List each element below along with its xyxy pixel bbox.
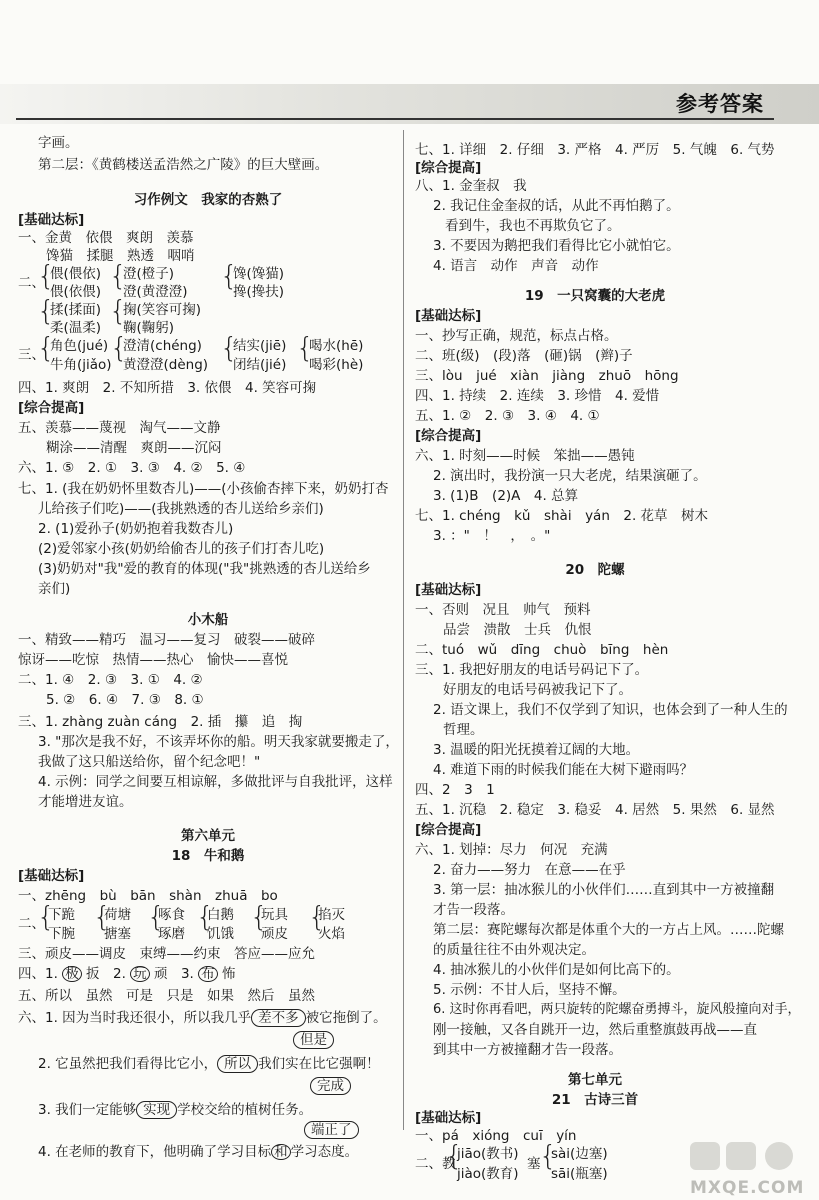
- circled-char: 和: [271, 1144, 291, 1160]
- text-line: 好朋友的电话号码被我记下了。: [443, 682, 632, 698]
- text-fragment: 四、1.: [18, 966, 58, 982]
- text-line: 下腕: [48, 926, 75, 942]
- text-line: 3. 第一层：抽冰猴儿的小伙伴们……直到其中一方被撞翻: [433, 882, 775, 898]
- column-divider: [403, 130, 404, 1130]
- brace: {: [539, 1139, 557, 1172]
- text-line: 鞠(鞠躬): [123, 320, 175, 336]
- text-fragment: 2. 它虽然把我们看得比它小，: [38, 1056, 218, 1072]
- text-line: 哲理。: [443, 722, 484, 738]
- section-title: 19 一只窝囊的大老虎: [524, 288, 666, 304]
- text-line: 五、1. 沉稳 2. 稳定 3. 稳妥 4. 居然 5. 果然 6. 显然: [415, 802, 775, 818]
- text-line: 二、: [18, 916, 45, 932]
- brace: {: [37, 900, 55, 933]
- text-line: 惊讶——吃惊 热情——热心 愉快——喜悦: [18, 652, 288, 668]
- page-header-title: 参考答案: [676, 92, 764, 116]
- correction-bubble: [310, 1076, 351, 1096]
- correction-text: 端正了: [304, 1121, 359, 1139]
- text-line: 搪塞: [104, 926, 131, 942]
- text-fragment: 4. 在老师的教育下，他明确了学习目标: [38, 1144, 272, 1160]
- text-line: 4. 示例：同学之间要互相谅解，多做批评与自我批评，这样: [38, 774, 393, 790]
- section-title: 18 牛和鹅: [171, 848, 245, 864]
- brace: {: [37, 259, 55, 292]
- text-fragment: 扳 2.: [85, 966, 126, 982]
- text-fragment: 怖: [221, 966, 236, 982]
- text-fragment: 我们实在比它强啊！: [258, 1056, 380, 1072]
- text-line: 六、1. ⑤ 2. ① 3. ③ 4. ② 5. ④: [18, 460, 246, 476]
- brace: {: [109, 259, 127, 292]
- unit-title: 第七单元: [568, 1072, 622, 1088]
- text-line: jiāo(教书): [457, 1146, 519, 1162]
- circled-word: 所以: [217, 1055, 258, 1073]
- correction-text: 但是: [293, 1031, 334, 1049]
- text-line: 七、1. (我在奶奶怀里数杏儿)——(小孩偷杏摔下来，奶奶打杏: [18, 481, 389, 497]
- text-line: 揉(揉面): [50, 302, 102, 318]
- text-line: 4. 抽冰猴儿的小伙伴们是如何比高下的。: [433, 962, 680, 978]
- brace: {: [445, 1139, 463, 1172]
- text-line: 六、1. 划掉：尽力 何况 充满: [415, 842, 608, 858]
- subsection-label: [基础达标]: [18, 212, 85, 228]
- text-line: 一、抄写正确，规范，标点占格。: [415, 328, 618, 344]
- text-line: 角色(jué): [50, 338, 109, 354]
- brace: {: [196, 900, 214, 933]
- circled-char: 布: [198, 966, 218, 982]
- text-line: 下跪: [48, 907, 75, 923]
- text-fragment: 学校交给的植树任务。: [177, 1102, 313, 1118]
- text-line: 一、pá xióng cuī yín: [415, 1128, 577, 1144]
- text-line: 一、精致——精巧 温习——复习 破裂——破碎: [18, 632, 315, 648]
- text-line: 2. (1)爱孙子(奶奶抱着我数杏儿): [38, 521, 234, 537]
- text-line: (3)奶奶对"我"爱的教育的体现("我"挑熟透的杏儿送给乡: [38, 561, 371, 577]
- text-line: 4. 难道下雨的时候我们能在大树下避雨吗？: [433, 762, 694, 778]
- text-line: 八、1. 金奎叔 我: [415, 178, 527, 194]
- text-line: 五、所以 虽然 可是 只是 如果 然后 虽然: [18, 988, 315, 1004]
- text-line: 3. "那次是我不好，不该弄坏你的船。明天我家就要搬走了，: [38, 734, 399, 750]
- header-rule: [16, 118, 774, 120]
- text-line: 一、zhēng bù bān shàn zhuā bo: [18, 888, 278, 904]
- text-line: 看到牛，我也不再欺负它了。: [445, 218, 621, 234]
- text-fragment: 顽 3.: [153, 966, 194, 982]
- text-line: [18, 1008, 387, 1028]
- text-line: 第二层：赛陀螺每次都是体重个大的一方占上风。……陀螺: [433, 922, 784, 938]
- text-line: 2. 演出时，我扮演一只大老虎，结果演砸了。: [433, 468, 707, 484]
- text-line: 二、教: [415, 1156, 456, 1172]
- text-line: 一、金黄 依偎 爽朗 羡慕: [18, 230, 194, 246]
- text-line: 三、1. 我把好朋友的电话号码记下了。: [415, 662, 649, 678]
- text-line: 2. 奋力——努力 在意——在乎: [433, 862, 626, 878]
- text-line: 偎(偎依): [50, 266, 102, 282]
- text-line: 七、1. 详细 2. 仔细 3. 严格 4. 严厉 5. 气魄 6. 气势: [415, 142, 775, 158]
- text-line: 我做了这只船送给你，留个纪念吧！": [38, 754, 261, 770]
- text-line: [38, 1100, 312, 1120]
- text-line: 二、: [18, 275, 45, 291]
- brace: {: [220, 259, 238, 292]
- brace: {: [37, 331, 55, 364]
- brace: {: [250, 900, 268, 933]
- text-line: 掐灭: [318, 907, 345, 923]
- correction-bubble: [304, 1120, 359, 1140]
- text-line: 五、1. ② 2. ③ 3. ④ 4. ①: [415, 408, 600, 424]
- text-line: 澄(橙子): [123, 266, 175, 282]
- text-line: 二、1. ④ 2. ③ 3. ① 4. ②: [18, 672, 203, 688]
- text-line: 馋(馋猫): [233, 266, 285, 282]
- text-line: 火焰: [318, 926, 345, 942]
- text-line: 的质量往往不由外观决定。: [433, 942, 595, 958]
- text-line: 三、顽皮——调皮 束缚——约束 答应——应允: [18, 946, 315, 962]
- text-line: 才告一段落。: [433, 902, 514, 918]
- text-line: sāi(瓶塞): [551, 1166, 608, 1182]
- brace: {: [308, 900, 326, 933]
- text-line: 澄(黄澄澄): [123, 284, 188, 300]
- text-line: 琢磨: [158, 926, 185, 942]
- text-line: 3. (1)B (2)A 4. 总算: [433, 488, 579, 504]
- text-line: 牛角(jiǎo): [50, 357, 112, 373]
- text-line: jiào(教育): [457, 1166, 519, 1182]
- unit-title: 第六单元: [181, 828, 235, 844]
- text-line: [38, 1142, 358, 1162]
- text-line: 5. 示例：不甘人后，坚持不懈。: [433, 982, 626, 998]
- text-line: 3. ：" ！ ， 。": [433, 528, 551, 544]
- text-line: 刚一接触，又各自跳开一边，然后重整旗鼓再战——直: [433, 1022, 757, 1038]
- text-line: 三、1. zhàng zuàn cáng 2. 插 攥 追 掏: [18, 714, 303, 730]
- circled-word: 实现: [136, 1101, 177, 1119]
- subsection-label: [基础达标]: [415, 582, 482, 598]
- text-line: 七、1. chéng kǔ shài yán 2. 花草 树木: [415, 508, 709, 524]
- text-line: (2)爱邻家小孩(奶奶给偷杏儿的孩子们打杏儿吃): [38, 541, 325, 557]
- text-line: 品尝 溃散 士兵 仇恨: [443, 622, 592, 638]
- text-line: 5. ② 6. ④ 7. ③ 8. ①: [46, 692, 204, 708]
- text-line: 荷塘: [104, 907, 131, 923]
- text-line: 才能增进友谊。: [38, 794, 133, 810]
- section-title: 20 陀螺: [565, 562, 625, 578]
- text-line: 2. 我记住金奎叔的话，从此不再怕鹅了。: [433, 198, 680, 214]
- correction-bubble: [293, 1030, 334, 1050]
- text-line: 三、: [18, 347, 45, 363]
- text-line: 2. 语文课上，我们不仅学到了知识，也体会到了一种人生的: [433, 702, 788, 718]
- circled-word: 差不多: [251, 1009, 306, 1027]
- correction-text: 完成: [310, 1077, 351, 1095]
- brace: {: [37, 294, 55, 327]
- text-line: 啄食: [158, 907, 185, 923]
- text-line: sài(边塞): [551, 1146, 608, 1162]
- text-line: [38, 1054, 380, 1074]
- text-fragment: 学习态度。: [290, 1144, 359, 1160]
- text-line: 亲们): [38, 581, 71, 597]
- section-title: 习作例文 我家的杏熟了: [133, 192, 283, 208]
- text-line: 塞: [527, 1156, 541, 1172]
- text-line: 喝水(hē): [309, 338, 364, 354]
- text-line: 六、1. 时刻——时候 笨拙——愚钝: [415, 448, 635, 464]
- text-line: 第二层：《黄鹤楼送孟浩然之广陵》的巨大壁画。: [38, 157, 329, 173]
- text-fragment: 被它拖倒了。: [305, 1010, 387, 1026]
- text-line: 3. 不要因为鹅把我们看得比它小就怕它。: [433, 238, 680, 254]
- text-line: 结实(jiē): [233, 338, 287, 354]
- text-line: 字画。: [38, 135, 79, 151]
- text-line: [18, 964, 235, 984]
- brace: {: [296, 331, 314, 364]
- section-title: 21 古诗三首: [551, 1092, 639, 1108]
- text-line: 6. 这时你再看吧，两只旋转的陀螺奋勇搏斗，旋风般撞向对手，: [433, 1002, 801, 1017]
- text-line: 玩具: [261, 907, 288, 923]
- text-line: 四、1. 爽朗 2. 不知所措 3. 依偎 4. 笑容可掬: [18, 380, 317, 396]
- text-line: 搀(搀扶): [233, 284, 285, 300]
- text-line: 闭结(jié): [233, 357, 287, 373]
- text-line: 三、lòu jué xiàn jiàng zhuō hōng: [415, 368, 679, 384]
- text-line: 偎(依偎): [50, 284, 102, 300]
- text-line: 一、否则 况且 帅气 预料: [415, 602, 591, 618]
- brace: {: [109, 294, 127, 327]
- brace: {: [220, 331, 238, 364]
- text-line: 馋猫 揉腿 熟透 咽哨: [46, 248, 195, 264]
- text-line: 顽皮: [261, 926, 288, 942]
- text-line: 白鹅: [207, 907, 234, 923]
- text-line: 五、羡慕——蔑视 淘气——文静: [18, 420, 221, 436]
- subsection-label: [综合提高]: [415, 822, 482, 838]
- brace: {: [147, 900, 165, 933]
- text-fragment: 3. 我们一定能够: [38, 1102, 137, 1118]
- subsection-label: [基础达标]: [415, 308, 482, 324]
- text-line: 二、班(级) (段)落 (砸)锅 (辫)子: [415, 348, 633, 364]
- text-line: 黄澄澄(dèng): [123, 357, 209, 373]
- brace: {: [93, 900, 111, 933]
- text-line: 四、1. 持续 2. 连续 3. 珍惜 4. 爱惜: [415, 388, 660, 404]
- subsection-label: [基础达标]: [18, 868, 85, 884]
- section-title: 小木船: [187, 612, 229, 628]
- text-line: 掬(笑容可掬): [123, 302, 202, 318]
- text-line: 喝彩(hè): [309, 357, 364, 373]
- text-line: 儿给孩子们吃)——(我挑熟透的杏儿送给乡亲们): [38, 501, 324, 517]
- text-line: 饥饿: [207, 926, 234, 942]
- text-line: 糊涂——清醒 爽朗——沉闷: [46, 440, 222, 456]
- subsection-label: [综合提高]: [18, 400, 85, 416]
- subsection-label: [综合提高]: [415, 160, 482, 176]
- brace: {: [110, 331, 128, 364]
- circled-char: 玩: [130, 966, 150, 982]
- subsection-label: [基础达标]: [415, 1110, 482, 1126]
- text-line: 4. 语言 动作 声音 动作: [433, 258, 599, 274]
- circled-char: 极: [62, 966, 82, 982]
- text-line: 澄清(chéng): [123, 338, 202, 354]
- text-fragment: 六、1. 因为当时我还很小，所以我几乎: [18, 1010, 252, 1026]
- text-line: 3. 温暖的阳光抚摸着辽阔的大地。: [433, 742, 640, 758]
- watermark-text: MXQE.COM: [690, 1178, 805, 1198]
- text-line: 二、tuó wǔ dīng chuò bīng hèn: [415, 642, 669, 658]
- text-line: 四、2 3 1: [415, 782, 495, 798]
- subsection-label: [综合提高]: [415, 428, 482, 444]
- text-line: 到其中一方被撞翻才告一段落。: [433, 1042, 622, 1058]
- text-line: 柔(温柔): [50, 320, 102, 336]
